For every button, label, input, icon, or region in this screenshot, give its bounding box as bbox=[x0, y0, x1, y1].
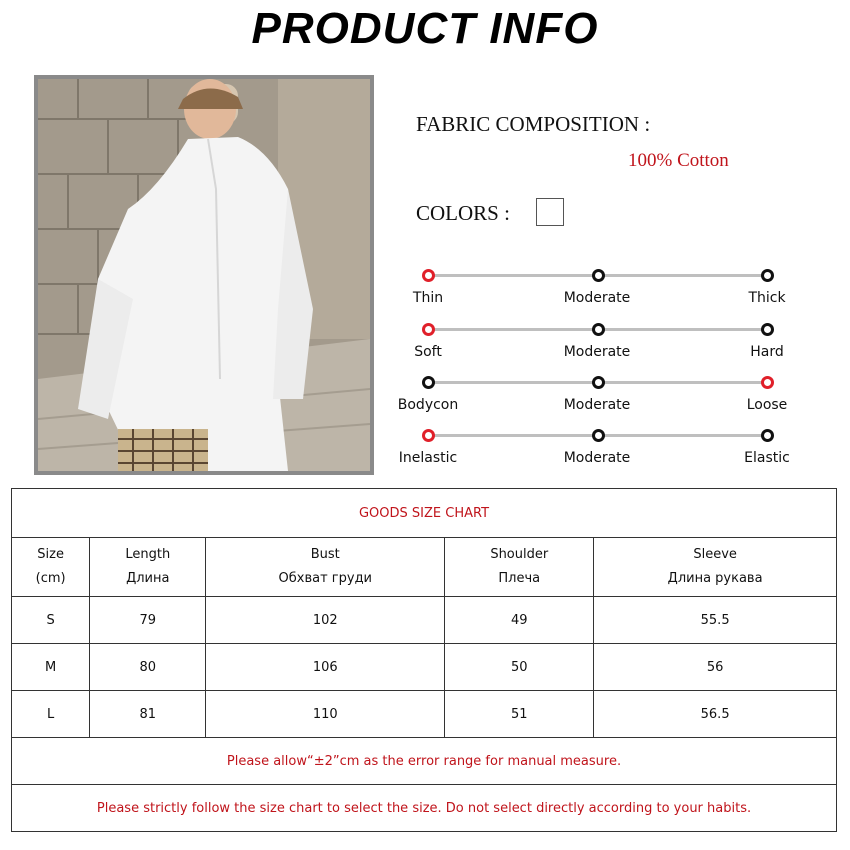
scale-dot-hard bbox=[761, 323, 774, 336]
thickness-scale bbox=[392, 268, 812, 308]
scale-label-elastic: Elastic bbox=[744, 450, 790, 466]
scale-label-hard: Hard bbox=[750, 344, 784, 360]
scale-dot-soft bbox=[422, 323, 435, 336]
cell-size: M bbox=[12, 644, 90, 691]
scale-dot-moderate bbox=[592, 323, 605, 336]
table-row bbox=[12, 597, 837, 644]
product-photo bbox=[34, 75, 374, 475]
header-sleeve: Sleeve Длина рукава bbox=[594, 538, 837, 597]
cell-sleeve: 55.5 bbox=[594, 597, 837, 644]
softness-scale bbox=[392, 322, 812, 362]
cell-bust: 102 bbox=[206, 597, 445, 644]
cell-sleeve: 56.5 bbox=[594, 691, 837, 738]
model-photo-image bbox=[38, 79, 370, 471]
page-title: PRODUCT INFO bbox=[251, 4, 599, 53]
scale-label-bodycon: Bodycon bbox=[397, 397, 459, 413]
cell-sleeve: 56 bbox=[594, 644, 837, 691]
header-bust: Bust Обхват груди bbox=[206, 538, 445, 597]
size-chart-header-row bbox=[12, 538, 837, 597]
table-row bbox=[12, 691, 837, 738]
scale-label-inelastic: Inelastic bbox=[398, 450, 458, 466]
cell-shoulder: 50 bbox=[445, 644, 594, 691]
cell-bust: 106 bbox=[206, 644, 445, 691]
scale-dot-bodycon bbox=[422, 376, 435, 389]
scale-label-thin: Thin bbox=[412, 290, 444, 306]
size-chart-title: GOODS SIZE CHART bbox=[12, 489, 837, 538]
header-length: Length Длина bbox=[90, 538, 206, 597]
scale-label-moderate: Moderate bbox=[563, 290, 631, 306]
cell-shoulder: 49 bbox=[445, 597, 594, 644]
scale-dot-inelastic bbox=[422, 429, 435, 442]
scale-label-loose: Loose bbox=[746, 397, 788, 413]
cell-length: 79 bbox=[90, 597, 206, 644]
fabric-composition-label: FABRIC COMPOSITION : bbox=[416, 112, 651, 136]
scale-dot-moderate bbox=[592, 269, 605, 282]
fabric-composition-value: 100% Cotton bbox=[628, 150, 729, 171]
cell-size: S bbox=[12, 597, 90, 644]
scale-dot-thick bbox=[761, 269, 774, 282]
header-size: Size (cm) bbox=[12, 538, 90, 597]
scale-label-moderate: Moderate bbox=[563, 344, 631, 360]
scale-label-thick: Thick bbox=[748, 290, 786, 306]
colors-label: COLORS : bbox=[416, 201, 510, 225]
scale-dot-moderate bbox=[592, 376, 605, 389]
scale-dot-loose bbox=[761, 376, 774, 389]
size-chart-table bbox=[11, 488, 837, 832]
cell-bust: 110 bbox=[206, 691, 445, 738]
scale-dot-moderate bbox=[592, 429, 605, 442]
size-selection-note: Please strictly follow the size chart to select the size. Do not select directly according to your habits. bbox=[12, 785, 837, 832]
elasticity-scale bbox=[392, 428, 812, 468]
cell-length: 80 bbox=[90, 644, 206, 691]
scale-label-soft: Soft bbox=[414, 344, 442, 360]
scale-dot-thin bbox=[422, 269, 435, 282]
cell-length: 81 bbox=[90, 691, 206, 738]
cell-shoulder: 51 bbox=[445, 691, 594, 738]
table-row bbox=[12, 644, 837, 691]
scale-label-moderate: Moderate bbox=[563, 450, 631, 466]
measurement-error-note: Please allow“±2”cm as the error range for manual measure. bbox=[12, 738, 837, 785]
fit-scale bbox=[392, 375, 812, 415]
cell-size: L bbox=[12, 691, 90, 738]
scale-label-moderate: Moderate bbox=[563, 397, 631, 413]
header-shoulder: Shoulder Плеча bbox=[445, 538, 594, 597]
color-swatch-white[interactable] bbox=[536, 198, 564, 226]
scale-dot-elastic bbox=[761, 429, 774, 442]
